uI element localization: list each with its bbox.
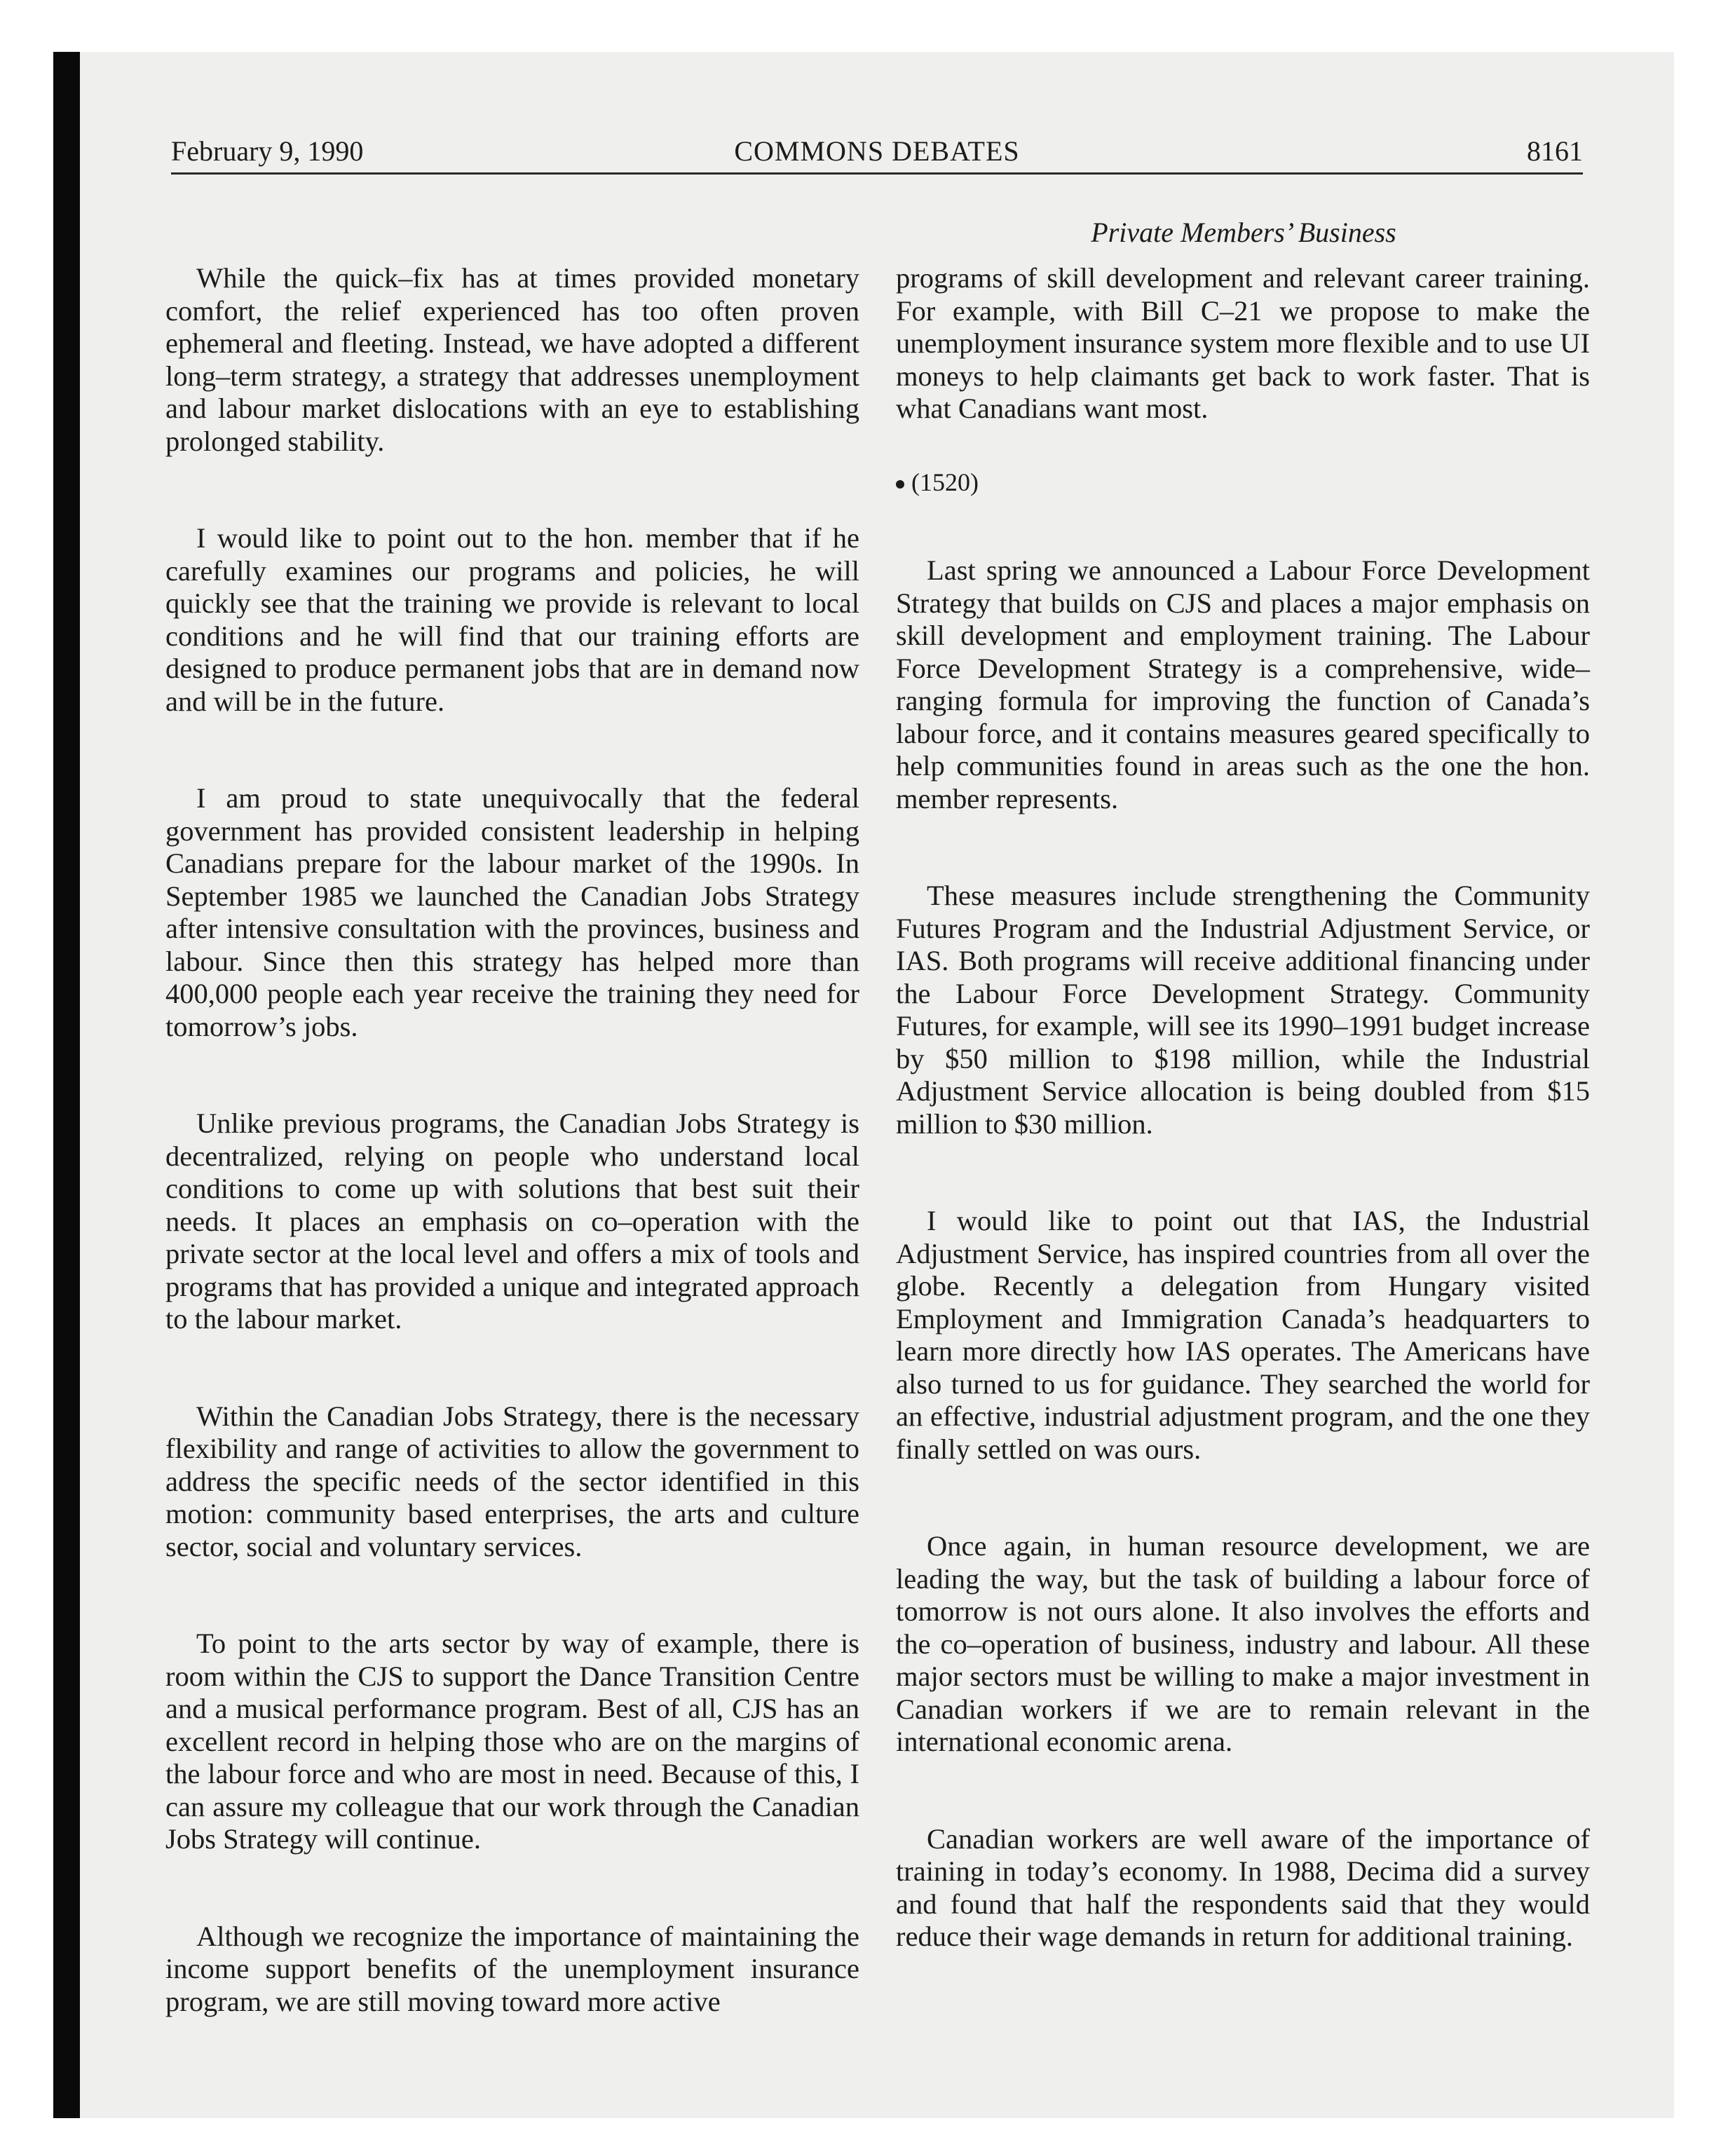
paragraph: Once again, in human resource development, we are leading the way, but the task of building a labour force of tomorrow is not ours alone. It also involves the efforts and the co–operation of business, industry and labour. All these major sectors must be willing to make a major investment in Canadian workers if we are to remain relevant in the international economic arena. — [896, 1530, 1590, 1757]
section-label: Private Members’ Business — [1091, 217, 1396, 248]
document-page — [53, 52, 1674, 2118]
paragraph: I would like to point out that IAS, the Industrial Adjustment Service, has inspired countries from all over the globe. Recently a delegation from Hungary visited Employment and Immigration Canada’s headquarters to learn more directly how IAS operates. The Americans have also turned to us for guidance. They searched the world for an effective, industrial adjustment program, and the one they finally settled on was ours. — [896, 1205, 1590, 1465]
paragraph: These measures include strengthening the Community Futures Program and the Industrial Adjustment Service, or IAS. Both programs will receive additional financing under the Labour Force Development Strategy. Community Futures, for example, will see its 1990–1991 budget increase by $50 million to $198 million, while the Industrial Adjustment Service allocation is being doubled from $15 million to $30 million. — [896, 880, 1590, 1140]
left-column — [165, 262, 859, 2082]
paragraph: Unlike previous programs, the Canadian Jobs Strategy is decentralized, relying on people who understand local conditions to come up with solutions that best suit their needs. It places an emphasis on co–operation with the private sector at the local level and offers a mix of tools and programs that has provided a unique and integrated approach to the labour market. — [165, 1107, 859, 1335]
paragraph: Although we recognize the importance of maintaining the income support benefits of the unemployment insurance program, we are still moving toward more active — [165, 1920, 859, 2017]
paragraph: Canadian workers are well aware of the importance of training in today’s economy. In 1988, Decima did a survey and found that half the respondents said that they would reduce their wage demands in return for additional training. — [896, 1822, 1590, 1952]
time-marker-text: (1520) — [911, 468, 979, 496]
header-title: COMMONS DEBATES — [734, 135, 1020, 167]
page-header — [171, 135, 1583, 191]
time-marker — [896, 466, 1590, 499]
paragraph: Last spring we announced a Labour Force Development Strategy that builds on CJS and places a major emphasis on skill development and employment training. The Labour Force Development Strategy is a comprehensive, wide–ranging formula for improving the function of Canada’s labour force, and it contains measures geared specifically to help communities found in areas such as the one the hon. member represents. — [896, 554, 1590, 814]
paragraph-continuation: programs of skill development and relevant career training. For example, with Bill C–21 we propose to make the unemployment insurance system more flexible and to use UI moneys to help claimants get back to work faster. That is what Canadians want most. — [896, 262, 1590, 424]
paragraph: Within the Canadian Jobs Strategy, there is the necessary flexibility and range of activities to allow the government to address the specific needs of the sector identified in this motion: community based enterprises, the arts and culture sector, social and voluntary services. — [165, 1400, 859, 1562]
header-page-number: 8161 — [1527, 135, 1583, 167]
paragraph: I would like to point out to the hon. member that if he carefully examines our programs and policies, he will quickly see that the training we provide is relevant to local conditions and he will find that our training efforts are designed to produce permanent jobs that are in demand now and will be in the future. — [165, 522, 859, 717]
paragraph: While the quick–fix has at times provided monetary comfort, the relief experienced has too often proven ephemeral and fleeting. Instead, we have adopted a different long–term strategy, a strategy that addresses unemployment and labour market dislocations with an eye to establishing prolonged stability. — [165, 262, 859, 457]
right-column — [896, 262, 1590, 2018]
paragraph: I am proud to state unequivocally that the federal government has provided consistent leadership in helping Canadians prepare for the labour market of the 1990s. In September 1985 we launched the Canadian Jobs Strategy after intensive consultation with the provinces, business and labour. Since then this strategy has helped more than 400,000 people each year receive the training they need for tomorrow’s jobs. — [165, 782, 859, 1042]
binding-edge — [53, 52, 80, 2118]
header-date: February 9, 1990 — [171, 135, 364, 167]
bullet-icon — [896, 480, 904, 489]
header-rule — [171, 172, 1583, 175]
paragraph: To point to the arts sector by way of example, there is room within the CJS to support the Dance Transition Centre and a musical performance program. Best of all, CJS has an excellent record in helping those who are on the margins of the labour force and who are most in need. Because of this, I can assure my colleague that our work through the Canadian Jobs Strategy will continue. — [165, 1628, 859, 1855]
